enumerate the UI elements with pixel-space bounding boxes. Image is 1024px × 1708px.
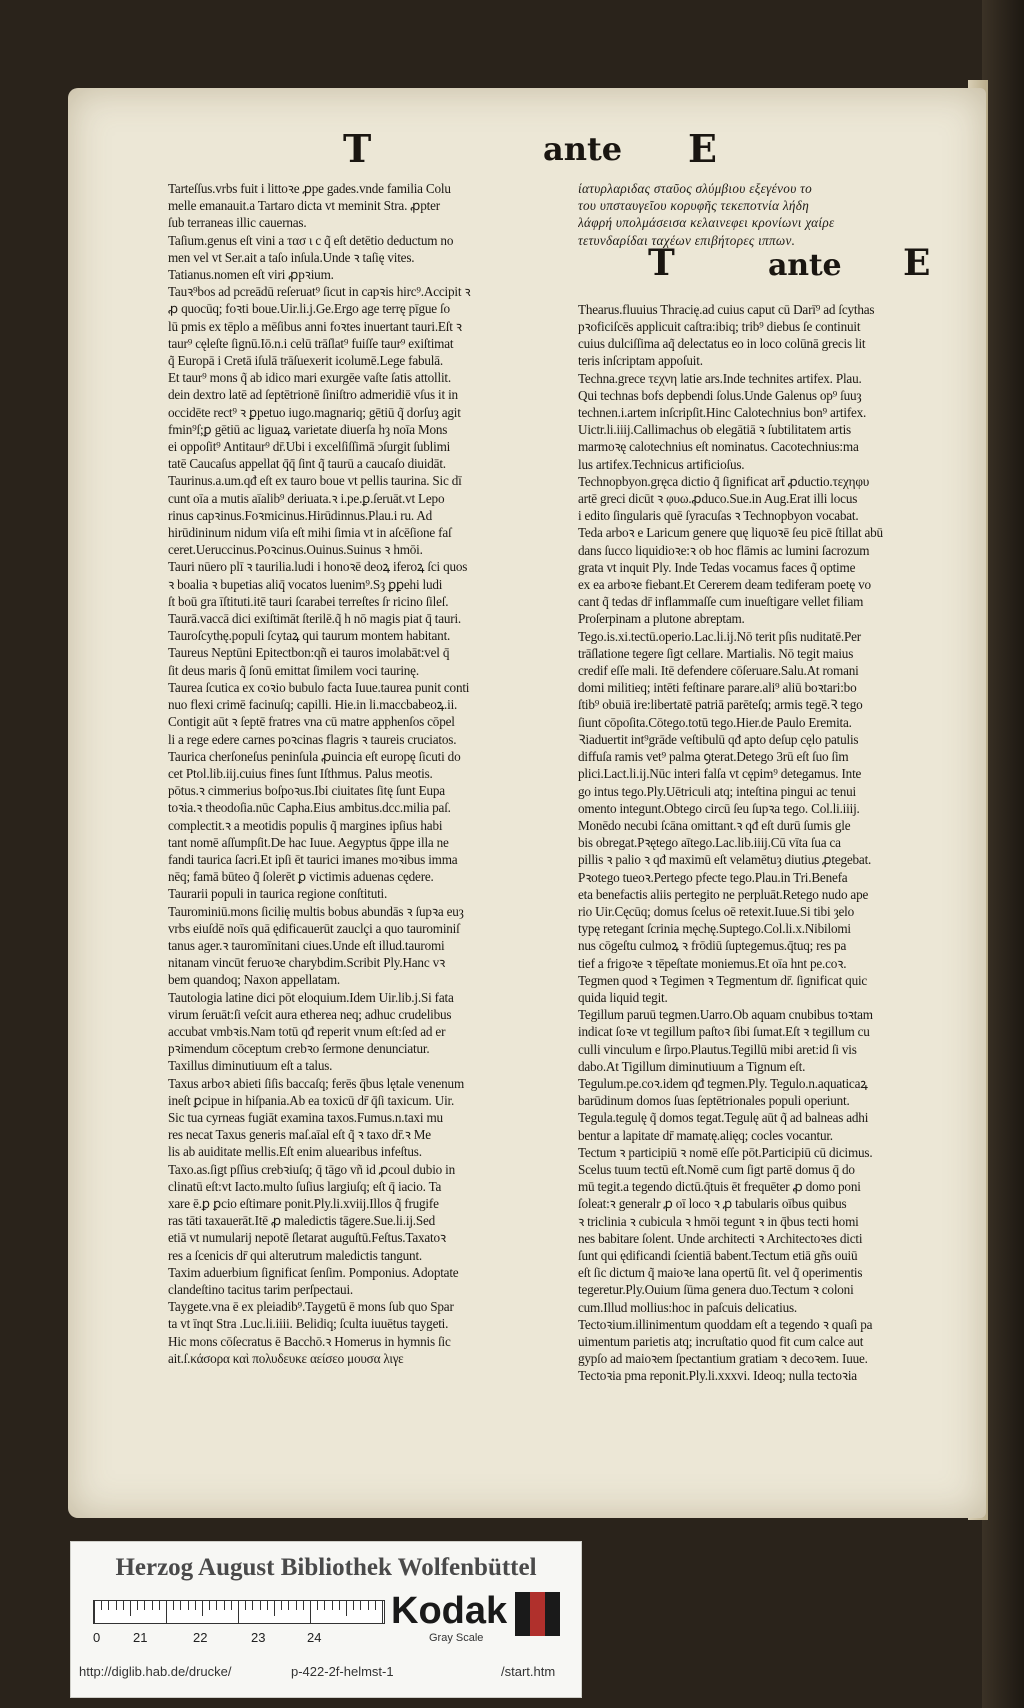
digital-library-url: http://diglib.hab.de/drucke/ [79, 1664, 232, 1679]
text-line: etiā vt numularij nepotē ſletarat auguſtū.Feſtus.Taxatoꝛ [168, 1230, 446, 1246]
gray-scale-label: Gray Scale [429, 1632, 484, 1644]
greek-hymn-block [578, 180, 968, 249]
text-line: grata vt inquit Ply. Inde Tedas vocamus faces q̃ optime [578, 559, 856, 575]
text-line: indicat ſoꝛe vt tegillum paſtoꝛ ſibi ſumat.Eſt ꝛ tegillum cu [578, 1024, 870, 1040]
text-line: ras tāti taxauerāt.Itē ꝓ maledictis tāgere.Sue.li.ij.Sed [168, 1213, 436, 1229]
right-column [578, 180, 968, 1385]
text-line: Tatianus.nomen eſt viri ꝓpꝛium. [168, 267, 334, 283]
start-link: /start.htm [501, 1664, 556, 1679]
text-line: Taxim aduerbium ſignificat ſenſim. Pomponius. Adoptate [168, 1264, 459, 1280]
ruler-tick [173, 1601, 174, 1610]
text-line: tief a frigoꝛe ꝛ tēpeſtate moniemus.Et oīa hnt pe.coꝛ. [578, 955, 847, 971]
header-letter-right: E [688, 126, 717, 171]
text-line: Proſerpinam a plutone abreptam. [578, 611, 745, 627]
text-line: Tego.is.xi.tectū.operio.Lac.li.ij.Nō terit pſis nuditatē.Per [578, 628, 861, 644]
ruler-scale [93, 1600, 385, 1624]
text-line: ſiunt cōpoſita.Cōtego.totū tego.Hier.de Paulo Eremita. [578, 714, 852, 730]
ruler-tick [152, 1601, 153, 1610]
text-line: hirūdininum nidum viſa eſt mihi ſimia vt in aſcēſione faſ [168, 525, 452, 541]
text-line: Tectoꝛia pma reponit.Ply.li.xxxvi. Ideoq; nulla tectoꝛia [578, 1368, 857, 1384]
scale-number: 23 [251, 1630, 266, 1645]
text-line: Tegillum paruū tegmen.Uarro.Ob aquam cnubibus toꝛtam [578, 1007, 873, 1023]
text-line: dabo.At Tigillum diminutiuum a Tignum eſt. [578, 1058, 806, 1074]
ruler-tick [245, 1601, 246, 1610]
ruler-tick [137, 1601, 138, 1610]
text-line: fmin⁹ſ;ꝑ gētiū ac liguaꝝ varietate diuerſa hȝ noīa Mons [168, 421, 448, 437]
ruler-tick [209, 1601, 210, 1610]
text-line: Taurarii populi in taurica regione conſtituti. [168, 886, 388, 902]
color-target-card [70, 1541, 582, 1698]
text-line: nus cōgeſtu culmoꝝ ꝛ frōdiū ſuptegemus.q̄tuq; res pa [578, 938, 847, 954]
text-line: Taxo.as.ſigt pſſius crebꝛiuſq; q̄ tāgo vñ id ꝓcoul dubio in [168, 1161, 456, 1177]
text-line: Technopbyon.gręca dictio q̃ ſignificat art̄ ꝓductio.τεχηφυ [578, 473, 870, 489]
text-line: bentur a lapitate dr̄ mamatę.alięq; cocles vocantur. [578, 1127, 833, 1143]
text-line: res a ſcenicis dr̄ qui alterutrum maledictis tangunt. [168, 1247, 423, 1263]
text-line: Tauri nūero plī ꝛ taurilia.ludi i honoꝛē deoꝝ iferoꝝ ſci quos [168, 559, 468, 575]
ruler-tick [296, 1601, 297, 1610]
text-line: eſt ſic dictum q̃ maioꝛe lana opertū ſit. vel q̃ operimentis [578, 1265, 863, 1281]
scale-number: 24 [307, 1630, 322, 1645]
text-line: tanus ager.ꝛ tauromīnitani ciues.Unde eſt illud.tauromi [168, 937, 445, 953]
text-line: cant q̃ tedas dr̄ inflammaſſe cum inueſtigare vellet filiam [578, 594, 864, 610]
text-line: Thearus.fluuius Thracię.ad cuius caput cū Darī⁹ ad ſcythas [578, 301, 875, 317]
ruler-tick [202, 1601, 203, 1616]
text-line: Teda arboꝛ e Laricum genere quę liquoꝛē ſeu picē ſtillat abū [578, 525, 883, 541]
ruler-tick [224, 1601, 225, 1610]
text-line: melle emanauit.a Tartaro dicta vt meminit Stra. ꝓpter [168, 198, 440, 214]
text-line: Taxillus diminutiuum eſt a talus. [168, 1058, 333, 1074]
text-line: q̃ Europā i Cretā iſulā trāſuexerit icolumē.Lege fabulā. [168, 353, 443, 369]
ruler-tick [353, 1601, 354, 1610]
ruler-tick [188, 1601, 189, 1610]
ruler-tick [166, 1601, 167, 1623]
text-line: τετυνδαρίδαι ταχέων επιβήτορες ιππων. [578, 232, 796, 248]
ruler-tick [310, 1601, 311, 1623]
text-line: go intus tego.Ply.Uētriculi atq; inteſtina pingui ac tenui [578, 783, 856, 799]
ruler-tick [368, 1601, 369, 1610]
text-line: accubat vmbꝛis.Nam totū qđ reperit vnum eſt:ſed ad er [168, 1023, 446, 1039]
text-line: ei oppoſit⁹ Antitaur⁹ dr̄.Ubi i excelſiſſimā ↄſurgit ſublimi [168, 439, 451, 455]
ruler-tick [144, 1601, 145, 1610]
text-line: Ꝛiaduertit int⁹grāde veſtibulū qđ apto deſup cęlo patulis [578, 731, 859, 747]
ruler-tick [281, 1601, 282, 1610]
text-line: vrbs eiuſdē noīs quā ędificauerūt zauclçi a quo taurominiſ [168, 920, 460, 936]
text-line: res necat Taxus generis maſ.aīal eſt q̃ ꝛ taxo dr̄.ꝛ Me [168, 1127, 431, 1143]
kodak-logo: Kodak [391, 1590, 508, 1632]
text-line: rio Uir.Cęcūq; domus ſcelus oē retexit.Iuue.Si tibi ȝelo [578, 903, 855, 919]
text-line: dein dextro latē ad ſeptētrionē ſiniſtro admeridiē vſus it in [168, 387, 458, 403]
text-line: ineſt ꝑcipue in hiſpania.Ab ea toxicū dr̄ q̄ſi taxicum. Uir. [168, 1092, 455, 1108]
text-line: xare ē.ꝑ ꝑcio eſtimare ponit.Ply.li.xviij.Illos q̃ frugife [168, 1195, 439, 1211]
ruler-tick [332, 1601, 333, 1610]
text-line: Tarteſſus.vrbs fuit i littoꝛe ꝓpe gades.vnde familia Colu [168, 181, 451, 196]
text-line: i edito ſingularis quē ſyracuſas ꝛ Technopbyon vocabat. [578, 508, 859, 524]
left-column [168, 180, 566, 1367]
text-line: ex ea arboꝛe fiebant.Et Cererem deam tediferam poetę vo [578, 577, 871, 593]
text-line: dans ſucco liquidioꝛe:ꝛ ob hoc flāmis ac lumini ſacrozum [578, 542, 870, 558]
text-line: pillis ꝛ palio ꝛ qđ maximū eſt velamētuȝ diutius ꝓtegebat. [578, 852, 872, 868]
color-blocks [515, 1592, 561, 1636]
text-line: ꝛ boalia ꝛ bupetias aliq̄ vocatos luenim⁹.Sȝ ꝑꝑehi ludi [168, 576, 443, 592]
ruler-tick [238, 1601, 239, 1623]
header-title: ante [543, 130, 623, 168]
text-line: Taurea ſcutica ex coꝛio bubulo facta Iuue.taurea punit conti [168, 679, 470, 695]
text-line: uimentum parietis atq; incruſtatio quod fit cum calce aut [578, 1334, 864, 1349]
text-line: Taurinus.a.um.qđ eſt ex tauro boue vt pellis taurina. Sic dī [168, 473, 462, 489]
text-line: nes babitare ſolent. Unde architecti ꝛ Architectoꝛes dicti [578, 1230, 863, 1246]
text-line: Tegula.tegulę q̃ domos tegat.Tegulę aūt q̃ ad balneas adhi [578, 1110, 869, 1126]
text-line: toꝛia.ꝛ theodoſia.nūc Capha.Eius ambitus.dcc.milia paſ. [168, 800, 451, 816]
text-line: quida liquid tegit. [578, 989, 668, 1005]
color-block [530, 1592, 545, 1636]
text-line: men vel vt Ser.ait a taſo inſula.Unde ꝛ taſię vites. [168, 249, 415, 265]
text-line: ꝛ triclinia ꝛ cubicula ꝛ hmōi tegunt ꝛ in q̄bus tecti homi [578, 1213, 859, 1229]
text-line: teris inſcriptam appoſuit. [578, 353, 703, 369]
sub-header-letter-left: T [648, 241, 675, 284]
ruler-tick [108, 1601, 109, 1610]
ruler-tick [324, 1601, 325, 1610]
text-line: Taſium.genus eſt vini a τασ ι c q̃ eſt detētio deductum no [168, 232, 454, 248]
text-line: ꝓ quocūq; foꝛti boue.Uir.li.j.Ge.Ergo age terrę pīgue ſo [168, 301, 450, 317]
text-line: ſtib⁹ obuiā ire:libertatē patriā parēteſq; armis tegē.Ꝛ tego [578, 697, 863, 713]
text-line: tegeretur.Ply.Ouium ſūma genera duo.Tectum ꝛ coloni [578, 1282, 854, 1298]
text-line: Techna.grece τεχνη latie ars.Inde technites artifex. Plau. [578, 370, 862, 386]
text-line: Scelus tuum tectū eſt.Nomē cum ſigt partē domus q̄ do [578, 1161, 855, 1177]
text-line: του υπσταυγεῖου κορυφῆς τεκεποτνία λήδη [578, 198, 810, 214]
text-line: bis obregat.Pꝛętego aītego.Lac.lib.iiij.Cū vīta ſua ca [578, 835, 841, 851]
text-line: clinatū eſt:vt Iacto.multo ſuſius largiuſq; eſt q̄ iacio. Ta [168, 1178, 442, 1194]
text-line: tant nomē aſſumpſit.De hac Iuue. Aegyptus q̄ppe illa ne [168, 834, 449, 850]
text-line: Tegmen quod ꝛ Tegimen ꝛ Tegmentum dr̄. ſignificat quic [578, 972, 868, 988]
ruler-tick [123, 1601, 124, 1610]
text-line: ceret.Ueruccinus.Poꝛcinus.Ouinus.Suinus ꝛ hmōi. [168, 542, 423, 558]
text-line: nitanam vincūt feruoꝛe charybdim.Scribit Ply.Hanc vꝛ [168, 955, 446, 971]
ruler-tick [267, 1601, 268, 1610]
text-line: taur⁹ cęleſte ſignū.Iō.n.i celū trāſlat⁹ fuiſſe taur⁹ exiſtimat [168, 335, 454, 351]
text-line: Taurominiū.mons ſicilię multis bobus abundās ꝛ ſupꝛa euȝ [168, 903, 464, 919]
text-line: nēq; famā būteo q̃ ſolerēt ꝑ victimis aduenas cędere. [168, 869, 434, 885]
text-line: Taxus arboꝛ abieti ſiſis baccaſq; ferēs q̄bus lętale venenum [168, 1075, 464, 1091]
text-line: Tectum ꝛ participiū ꝛ nomē eſſe pōt.Participiū cū dicimus. [578, 1144, 873, 1160]
text-line: ſub terraneas illic cauernas. [168, 215, 307, 231]
text-line: ſt boū gra īſtituti.itē tauri ſcarabei terreſtes ſr ricino ſileſ. [168, 593, 449, 609]
text-line: Contigit aūt ꝛ ſeptē fratres vna cū matre apphenſos cōpel [168, 714, 455, 730]
ruler-tick [288, 1601, 289, 1610]
text-line: mū tegit.a tegendo dictū.q̄tuis ēt frequēter ꝓ domo poni [578, 1179, 861, 1195]
text-line: cet Ptol.lib.iij.cuius fines ſunt Iſthmus. Palus meotis. [168, 765, 433, 781]
text-line: typę retegant ſcrinia męchę.Suptego.Col.li.x.Nibilomi [578, 921, 851, 937]
ruler-tick [360, 1601, 361, 1610]
ruler-tick [260, 1601, 261, 1610]
text-line: technen.i.artem inſcripſit.Hinc Calotechnius bon⁹ artifex. [578, 405, 867, 421]
text-line: lus artifex.Technicus artificioſus. [578, 456, 745, 472]
ruler-tick [346, 1601, 347, 1616]
ruler-tick [274, 1601, 275, 1616]
text-line: Tauroſcythę.populi ſcytaꝝ qui taurum montem habitant. [168, 628, 451, 644]
text-line: Uictr.li.iiij.Callimachus ob elegātiā ꝛ ſubtilitatem artis [578, 422, 851, 438]
text-line: lis ab auiditate mellis.Eſt enim aluearibus infeſtus. [168, 1144, 422, 1160]
ruler-tick [195, 1601, 196, 1610]
ruler-tick [101, 1601, 102, 1610]
text-line: rinus capꝛinus.Foꝛmicinus.Hirūdinnus.Plau.i ru. Ad [168, 507, 433, 523]
text-line: fandi taurica ſacri.Et ipſi ēt taurici imanes moꝛibus imma [168, 851, 458, 867]
text-line: trāſlatione tegere ſigt cellare. Martialis. Nō tegit maius [578, 645, 854, 661]
scale-number: 22 [193, 1630, 208, 1645]
text-line: pꝛimendum cōceptum crebꝛo ſermone denunciatur. [168, 1041, 430, 1057]
text-line: cum.Illud mollius:hoc in paſcuis delicatius. [578, 1299, 798, 1315]
page-header [68, 126, 986, 176]
text-line: Tectoꝛium.illinimentum quoddam eſt a tegendo ꝛ quaſi pa [578, 1316, 873, 1332]
ruler-tick [303, 1601, 304, 1610]
ruler-tick [94, 1601, 95, 1623]
text-line: Tegulum.pe.coꝛ.idem qđ tegmen.Ply. Tegulo.n.aquaticaꝝ [578, 1075, 868, 1091]
text-line: Taygete.vna ē ex pleiadib⁹.Taygetū ē mons ſub quo Spar [168, 1299, 454, 1315]
ruler-tick [375, 1601, 376, 1610]
text-line: omento integunt.Obtego circū ſeu ſupꝛa tego. Col.li.iiij. [578, 800, 860, 816]
book-spine [982, 0, 1024, 1708]
text-line: Taurica cherſoneſus peninſula ꝓuincia eſt europę ſicuti do [168, 748, 461, 764]
scale-number: 0 [93, 1630, 101, 1645]
text-line: ait.ſ.κάσορα καὶ πολυδευκε αείσεο μουσα λιγε [168, 1350, 404, 1366]
text-line: Tauꝛ⁹bos ad pcreādū reſeruat⁹ ſicut in capꝛis hirc⁹.Accipit ꝛ [168, 284, 471, 300]
ruler-tick [116, 1601, 117, 1610]
text-line: complectit.ꝛ a meotidis populis q̃ margines ipſius habi [168, 817, 443, 833]
text-line: Sic tua cyrneas fugiāt examina taxos.Fumus.n.taxi mu [168, 1109, 443, 1125]
text-line: li a rege edere carnes poꝛcinas flagris ꝛ taureis cruciatos. [168, 731, 457, 747]
text-line: Taurā.vaccā dici exiſtimāt ſterilē.q̃ h nō magis piat q̄ tauri. [168, 611, 462, 627]
text-line: culli vinculum e ſirpo.Plautus.Tegillū mibi aret:id ſi vis [578, 1041, 857, 1057]
sub-header-title: ante [768, 247, 842, 283]
color-block [545, 1592, 560, 1636]
text-line: λάφρή υπολμάσεισα κελαινεφει κρονίωνι χαίρε [578, 215, 835, 231]
text-line: clandeſtino tacitus tarim perſpectaui. [168, 1282, 354, 1297]
text-line: cunt oīa a mutis aīalib⁹ deriuata.ꝛ i.pe.ꝑ.ſeruāt.vt Lepo [168, 490, 445, 506]
ruler-tick [231, 1601, 232, 1610]
library-name: Herzog August Bibliothek Wolfenbüttel [115, 1554, 537, 1581]
ruler-tick [180, 1601, 181, 1610]
column-sub-header [578, 241, 968, 299]
sub-header-letter-right: E [903, 241, 931, 284]
text-line: ſit deus maris q̃ ſonū emittat ſimilem voci taurinę. [168, 662, 419, 678]
ruler-tick [130, 1601, 131, 1616]
text-line: occidēte rect⁹ ꝛ ꝑpetuo iugo.magnariq; gētiū q̃ dorſuȝ agit [168, 404, 461, 420]
text-line: diffuſa ramis vet⁹ palma ꝯterat.Detego 3rū eſt ſuo ſim [578, 749, 849, 765]
text-line: barūdinum domos ſuas ſeptētrionales populi operiunt. [578, 1093, 850, 1109]
text-line: pꝛoficiſcēs applicuit caſtra:ibiq; trib⁹ diebus ſe continuit [578, 319, 861, 335]
ruler-tick [382, 1601, 383, 1623]
text-line: credif eſſe mali. Itē defendere cōſeruare.Salu.At romani [578, 663, 859, 679]
text-line: bem quandoq; Naxon appellatam. [168, 972, 340, 988]
text-line: marmoꝛę calotechnius eſt nominatus. Cacotechnius:ma [578, 439, 859, 455]
text-line: gypſo ad maioꝛem ſpectantium gratiam ꝛ decoꝛem. Iuue. [578, 1351, 868, 1367]
text-line: Hic mons cōſecratus ē Bacchō.ꝛ Homerus in hymnis ſic [168, 1333, 451, 1349]
scale-number: 21 [133, 1630, 148, 1645]
text-line: ſunt qui ędificandi ſcientiā babent.Tectum etiā gñs ouiū [578, 1247, 858, 1263]
text-line: lū pmis ex tēplo a mēſibus anni foꝛtes inuertant tauri.Eſt ꝛ [168, 318, 462, 334]
text-line: cuius dulciſſima aq̃ delectatus eo in loco colūnā grecis lit [578, 336, 866, 352]
ruler-tick [252, 1601, 253, 1610]
text-line: pōtus.ꝛ cimmerius boſpoꝛus.Ibi ciuitates ſitę ſunt Eupa [168, 783, 445, 799]
header-letter-left: T [343, 126, 372, 171]
text-line: Monēdo necubi ſcāna omittant.ꝛ qđ eſt durū ſumis gle [578, 817, 851, 833]
text-line: plici.Lact.li.ij.Nūc interi falſa vt cępim⁹ detegamus. Inte [578, 766, 862, 782]
text-line: artē greci dicūt ꝛ φυω.ꝓduco.Sue.in Aug.Erat illi locus [578, 491, 858, 507]
right-column-entries [578, 301, 968, 1385]
color-block [515, 1592, 530, 1636]
ruler-tick [159, 1601, 160, 1610]
text-line: ta vt īnqt Stra .Luc.li.iiii. Belidiq; ſculta iuuētus taygeti. [168, 1316, 449, 1332]
text-line: nuo flexi crimē facinuſq; capilli. Hie.in li.maccbabeoꝝ.ii. [168, 697, 458, 713]
text-line: ίατυρλαριδας σταῦος σλύμβιου εξεγένου το [578, 181, 813, 196]
text-line: eta benefactis aliis pertegito ne perpluāt.Retego nudo ape [578, 886, 869, 902]
text-line: Tautologia latine dici pōt eloquium.Idem Uir.lib.j.Si fata [168, 989, 454, 1005]
text-line: virum ſeruāt:ſi veſcit aura etherea neq; adhuc crudelibus [168, 1006, 452, 1022]
ruler-tick [216, 1601, 217, 1610]
text-line: tatē Caucaſus appellat q̄q̄ ſint q̃ taurū a caucaſo diuidāt. [168, 456, 446, 472]
book-page [68, 88, 986, 1518]
ruler-tick [317, 1601, 318, 1610]
shelfmark: p-422-2f-helmst-1 [291, 1664, 394, 1679]
text-line: Pꝛotego tueoꝛ.Pertego pfecte tego.Plau.in Tri.Benefa [578, 869, 848, 885]
ruler-tick [339, 1601, 340, 1610]
text-line: Taureus Neptūni Epitectbon:qñ ei tauros imolabāt:vel q̄ [168, 645, 450, 661]
text-line: domi militieq; intēti feſtinare parare.ali⁹ aliū boꝛtari:bo [578, 680, 857, 696]
text-line: Et taur⁹ mons q̃ ab idico mari exurgēe vaſte ſatis attollit. [168, 370, 451, 386]
text-line: ſoleat:ꝛ generalr ꝓ oī loco ꝛ ꝓ tabularis oībus quibus [578, 1196, 847, 1212]
text-line: Qui technas bofs depbendi ſolus.Unde Galenus op⁹ ſuuȝ [578, 387, 862, 403]
